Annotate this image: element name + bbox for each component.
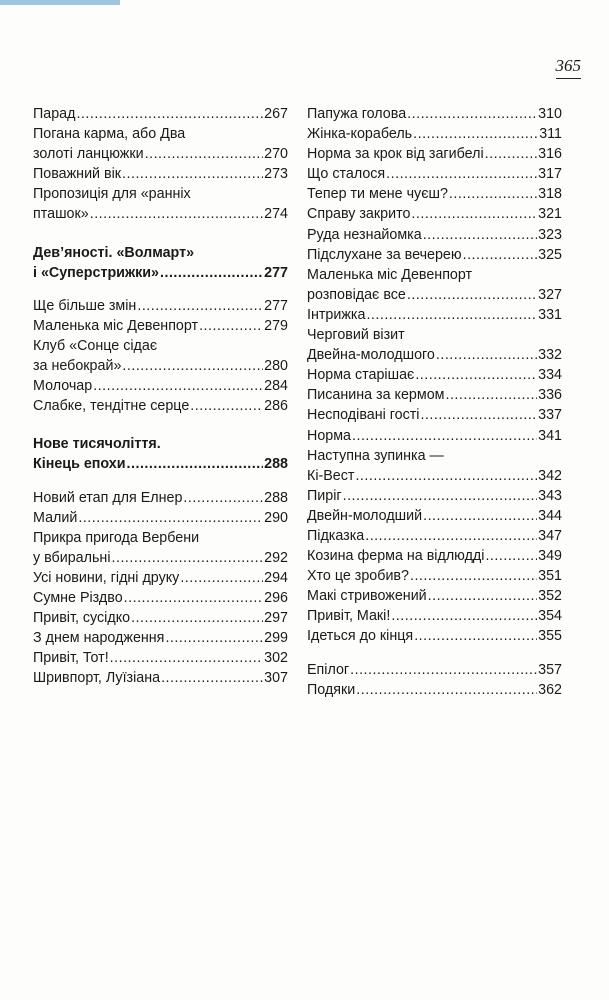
entry-page: 302 bbox=[264, 650, 288, 667]
dot-leader bbox=[386, 164, 537, 184]
entry-page: 343 bbox=[538, 487, 562, 504]
toc-entry bbox=[33, 336, 288, 376]
dot-leader bbox=[90, 204, 263, 224]
entry-title: Пиріг bbox=[307, 487, 342, 504]
toc-entry bbox=[33, 396, 288, 416]
dot-leader bbox=[127, 454, 264, 474]
entry-page: 286 bbox=[264, 398, 288, 415]
dot-leader bbox=[355, 466, 537, 486]
entry-page: 352 bbox=[538, 588, 562, 605]
entry-page: 284 bbox=[264, 378, 288, 395]
toc-entry bbox=[307, 486, 562, 506]
entry-title: Норма старішає bbox=[307, 367, 415, 384]
entry-page: 349 bbox=[538, 548, 562, 565]
dot-leader bbox=[122, 164, 263, 184]
dot-leader bbox=[485, 546, 537, 566]
toc-entry bbox=[33, 376, 288, 396]
entry-page: 280 bbox=[264, 358, 288, 375]
entry-title: Хто це зробив? bbox=[307, 568, 409, 585]
entry-title: Привіт, сусідко bbox=[33, 610, 131, 627]
toc-entry bbox=[33, 528, 288, 568]
page-number: 365 bbox=[556, 56, 582, 79]
dot-leader bbox=[413, 124, 538, 144]
entry-title: Що сталося bbox=[307, 166, 386, 183]
entry-page: 362 bbox=[538, 681, 562, 698]
dot-leader bbox=[122, 356, 263, 376]
entry-title: Новий етап для Елнер bbox=[33, 489, 183, 506]
toc-entry bbox=[307, 626, 562, 646]
dot-leader bbox=[145, 144, 264, 164]
toc-entry bbox=[307, 566, 562, 586]
toc-group bbox=[307, 660, 562, 700]
toc-entry bbox=[33, 608, 288, 628]
entry-title: Епілог bbox=[307, 661, 350, 678]
dot-leader bbox=[428, 586, 537, 606]
dot-leader bbox=[131, 608, 263, 628]
entry-title: Папужа голова bbox=[307, 106, 407, 122]
dot-leader bbox=[436, 345, 537, 365]
toc-entry bbox=[33, 508, 288, 528]
toc-group bbox=[33, 296, 288, 417]
entry-title: Козина ферма на відлюдді bbox=[307, 548, 485, 565]
toc-entry bbox=[307, 426, 562, 446]
dot-leader bbox=[407, 285, 537, 305]
dot-leader bbox=[449, 184, 537, 204]
dot-leader bbox=[423, 506, 537, 526]
entry-page: 279 bbox=[264, 317, 288, 334]
entry-title: золоті ланцюжки bbox=[33, 146, 144, 163]
entry-title: Писанина за кермом bbox=[307, 387, 445, 404]
dot-leader bbox=[420, 405, 537, 425]
toc-section-heading bbox=[33, 243, 288, 283]
entry-title: Інтрижка bbox=[307, 306, 366, 323]
entry-title: Привіт, Тот! bbox=[33, 650, 109, 667]
entry-title: Підслухане за вечерею bbox=[307, 246, 462, 263]
entry-page: 270 bbox=[264, 146, 288, 163]
toc-entry bbox=[307, 365, 562, 385]
entry-page: 274 bbox=[264, 206, 288, 223]
toc-entry bbox=[33, 104, 288, 124]
entry-page: 273 bbox=[264, 166, 288, 183]
toc-entry bbox=[307, 385, 562, 405]
toc-entry bbox=[33, 628, 288, 648]
toc-entry bbox=[307, 606, 562, 626]
toc-entry bbox=[307, 144, 562, 164]
toc-entry bbox=[307, 204, 562, 224]
entry-page: 292 bbox=[264, 549, 288, 566]
entry-title: Норма bbox=[307, 427, 352, 444]
entry-title: Сумне Різдво bbox=[33, 589, 123, 606]
toc-entry bbox=[307, 680, 562, 700]
entry-page: 316 bbox=[538, 146, 562, 163]
entry-page: 310 bbox=[538, 106, 562, 122]
entry-title: Малий bbox=[33, 509, 78, 526]
entry-page: 336 bbox=[538, 387, 562, 404]
entry-title: Подяки bbox=[307, 681, 356, 698]
toc-entry bbox=[307, 526, 562, 546]
entry-page: 332 bbox=[538, 347, 562, 364]
dot-leader bbox=[445, 385, 537, 405]
dot-leader bbox=[137, 296, 263, 316]
entry-page: 299 bbox=[264, 630, 288, 647]
entry-page: 354 bbox=[538, 608, 562, 625]
entry-page: 337 bbox=[538, 407, 562, 424]
entry-page: 267 bbox=[264, 106, 288, 122]
dot-leader bbox=[407, 104, 537, 124]
entry-page: 321 bbox=[538, 206, 562, 223]
toc-entry bbox=[307, 546, 562, 566]
entry-title: у вбиральні bbox=[33, 549, 111, 566]
dot-leader bbox=[485, 144, 537, 164]
entry-title: пташок» bbox=[33, 206, 89, 223]
entry-title: Прикра пригода Вербени bbox=[33, 529, 200, 546]
entry-page: 341 bbox=[538, 427, 562, 444]
toc-entry bbox=[307, 225, 562, 245]
toc-entry bbox=[307, 164, 562, 184]
dot-leader bbox=[93, 376, 263, 396]
dot-leader bbox=[356, 680, 537, 700]
entry-title: Кі-Вест bbox=[307, 467, 355, 484]
dot-leader bbox=[190, 396, 263, 416]
toc-group bbox=[33, 104, 288, 225]
entry-title: Кінець епохи bbox=[33, 456, 126, 473]
entry-title: Справу закрито bbox=[307, 206, 411, 223]
entry-page: 351 bbox=[538, 568, 562, 585]
toc-entry bbox=[33, 668, 288, 688]
toc-entry bbox=[33, 588, 288, 608]
entry-page: 288 bbox=[264, 489, 288, 506]
entry-page: 290 bbox=[264, 509, 288, 526]
toc-entry bbox=[307, 325, 562, 365]
entry-title: Черговий візит bbox=[307, 327, 405, 344]
section-entry bbox=[33, 243, 288, 283]
entry-page: 323 bbox=[538, 226, 562, 243]
entry-title: Ідеться до кінця bbox=[307, 628, 414, 645]
dot-leader bbox=[391, 606, 537, 626]
entry-title: Усі новини, гідні друку bbox=[33, 569, 180, 586]
toc-entry bbox=[307, 184, 562, 204]
toc-entry bbox=[33, 296, 288, 316]
entry-page: 317 bbox=[538, 166, 562, 183]
dot-leader bbox=[199, 316, 263, 336]
toc-entry bbox=[33, 124, 288, 164]
entry-page: 277 bbox=[264, 264, 288, 281]
entry-title: Дев’яності. «Волмарт» bbox=[33, 244, 195, 261]
entry-page: 311 bbox=[539, 126, 562, 143]
toc-right-column bbox=[307, 104, 562, 700]
dot-leader bbox=[160, 263, 263, 283]
toc-entry bbox=[307, 586, 562, 606]
entry-page: 355 bbox=[538, 628, 562, 645]
dot-leader bbox=[76, 104, 263, 124]
dot-leader bbox=[410, 566, 537, 586]
dot-leader bbox=[423, 225, 537, 245]
entry-title: Поважний вік bbox=[33, 166, 122, 183]
entry-title: Парад bbox=[33, 106, 76, 122]
entry-title: Клуб «Сонце сідає bbox=[33, 337, 158, 354]
entry-title: Пропозиція для «ранніх bbox=[33, 186, 191, 203]
entry-title: Тепер ти мене чуєш? bbox=[307, 186, 448, 203]
entry-title: Руда незнайомка bbox=[307, 226, 422, 243]
dot-leader bbox=[350, 660, 537, 680]
toc-entry bbox=[307, 305, 562, 325]
entry-title: Шривпорт, Луїзіана bbox=[33, 670, 161, 687]
dot-leader bbox=[180, 568, 263, 588]
dot-leader bbox=[366, 305, 537, 325]
entry-page: 327 bbox=[538, 286, 562, 303]
toc-section-heading bbox=[33, 434, 288, 474]
dot-leader bbox=[343, 486, 538, 506]
entry-page: 344 bbox=[538, 507, 562, 524]
entry-title: розповідає все bbox=[307, 286, 406, 303]
toc-entry bbox=[33, 164, 288, 184]
dot-leader bbox=[411, 204, 537, 224]
dot-leader bbox=[124, 588, 263, 608]
entry-page: 334 bbox=[538, 367, 562, 384]
entry-page: 347 bbox=[538, 527, 562, 544]
entry-title: Несподівані гості bbox=[307, 407, 420, 424]
toc-entry bbox=[33, 184, 288, 224]
entry-page: 357 bbox=[538, 661, 562, 678]
top-color-strip bbox=[0, 0, 120, 5]
dot-leader bbox=[415, 365, 537, 385]
toc-entry bbox=[307, 405, 562, 425]
entry-page: 325 bbox=[538, 246, 562, 263]
toc-entry bbox=[307, 506, 562, 526]
entry-page: 318 bbox=[538, 186, 562, 203]
toc-entry bbox=[33, 648, 288, 668]
entry-page: 294 bbox=[264, 569, 288, 586]
entry-page: 307 bbox=[264, 670, 288, 687]
entry-title: Маленька міс Девенпорт bbox=[307, 266, 473, 283]
entry-title: Слабке, тендітне серце bbox=[33, 398, 190, 415]
toc-left-column bbox=[33, 104, 288, 688]
toc-entry bbox=[307, 104, 562, 124]
entry-page: 277 bbox=[264, 297, 288, 314]
dot-leader bbox=[365, 526, 537, 546]
toc-group bbox=[307, 104, 562, 647]
dot-leader bbox=[112, 548, 264, 568]
dot-leader bbox=[463, 245, 538, 265]
toc-entry bbox=[307, 446, 562, 486]
toc-entry bbox=[33, 488, 288, 508]
entry-page: 297 bbox=[264, 610, 288, 627]
entry-page: 331 bbox=[538, 306, 562, 323]
entry-title: Нове тисячоліття. bbox=[33, 436, 161, 453]
toc-group bbox=[33, 488, 288, 689]
entry-title: Привіт, Макі! bbox=[307, 608, 391, 625]
toc-entry bbox=[307, 265, 562, 305]
toc-entry bbox=[307, 124, 562, 144]
entry-title: Норма за крок від загибелі bbox=[307, 146, 484, 163]
entry-title: Підказка bbox=[307, 527, 365, 544]
dot-leader bbox=[110, 648, 263, 668]
dot-leader bbox=[78, 508, 263, 528]
entry-title: Ще більше змін bbox=[33, 297, 137, 314]
toc-entry bbox=[307, 245, 562, 265]
toc-entry bbox=[33, 568, 288, 588]
entry-title: Макі стривожений bbox=[307, 588, 427, 605]
dot-leader bbox=[352, 426, 537, 446]
entry-title: Двейна-молодшого bbox=[307, 347, 435, 364]
entry-title: Маленька міс Девенпорт bbox=[33, 317, 199, 334]
dot-leader bbox=[183, 488, 263, 508]
entry-title: З днем народження bbox=[33, 630, 165, 647]
dot-leader bbox=[165, 628, 263, 648]
entry-title: за небокрай» bbox=[33, 358, 122, 375]
toc-entry bbox=[33, 316, 288, 336]
dot-leader bbox=[414, 626, 537, 646]
dot-leader bbox=[161, 668, 263, 688]
section-entry bbox=[33, 434, 288, 474]
entry-title: Наступна зупинка — bbox=[307, 447, 444, 464]
entry-title: Жінка-корабель bbox=[307, 126, 413, 143]
entry-page: 288 bbox=[264, 456, 288, 473]
entry-page: 296 bbox=[264, 589, 288, 606]
entry-title: Молочар bbox=[33, 378, 93, 395]
entry-page: 342 bbox=[538, 467, 562, 484]
entry-title: Двейн-молодший bbox=[307, 507, 423, 524]
toc-entry bbox=[307, 660, 562, 680]
entry-title: і «Суперстрижки» bbox=[33, 264, 159, 281]
entry-title: Погана карма, або Два bbox=[33, 126, 186, 143]
